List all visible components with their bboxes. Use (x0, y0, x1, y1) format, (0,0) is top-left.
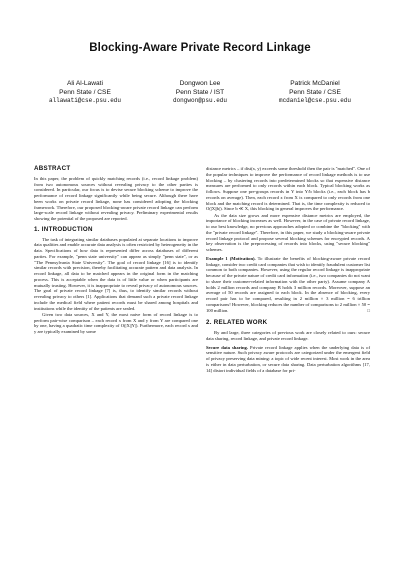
intro-paragraph-3: distance metrics – if dist(x, y) exceeds some threshold then the pair is "matched". One of the popular techniques to improve the performance of record linkage methods is to use blocking – by clustering records into predetermined blocks so that expensive distance measures are performed to only records within each block. Typical blocking works as follows. Suppose one pre-groups records in Y into Y/b blocks (i.e., each block has b records on average). Then, each record x from X is compared to only records from one block and the matching record is determined. That is, the time complexity is reduced to O(|X||b|). Since b ≪ X, this blocking in general improves the performance. (206, 166, 370, 212)
end-of-example-mark: □ (367, 307, 370, 313)
secure-text: Private record linkage applies when the underlying data is of sensitive nature. Such privacy aware protocols are categorized under the emergent field of privacy preserving data mining: a topic of wide recent interest. Most work in the area is either in data perturbation, or secure data sharing. Data perturbation algorithms [17, 14] distort individual fields of a database for pri- (206, 344, 370, 373)
author-name: Dongwon Lee (179, 80, 221, 87)
author-name: Ali Al-Lawati (67, 80, 103, 87)
author-2 (145, 80, 255, 106)
example-text: To illustrate the benefits of blocking-aware private record linkage, consider two credit card companies that wish to identify fraudulent customer list common to both companies. However, using the regular record linkage is inappropriate because of the private nature of credit card information (i.e., two companies do not want to share their customer-related information with the other party). Assume company A holds 2 million records and company B holds 3 million records. Moreover, suppose an average of 50 records are assigned to each block. In the absence of blocking, every record pair has to be compared, resulting in 2 million × 3 million = 6 trillion comparisons! However, blocking reduces the number of comparisons to 2 million × 50 = 100 million. (206, 255, 370, 313)
author-affiliation: Penn State / IST (175, 88, 225, 96)
right-column (206, 166, 370, 374)
left-column (34, 166, 198, 335)
related-work-heading: 2. RELATED WORK (206, 319, 268, 327)
intro-paragraph-2: Given two data sources, X and Y, the most naive form of record linkage is to perform pair-wise comparison – each record x from X and y from Y are compared one by one, having a quadratic time complexity of O(|X||Y|). Furthermore, each record x and y are typically examined by some (34, 311, 198, 334)
author-email: dongwon@psu.edu (172, 97, 227, 105)
author-1 (30, 80, 140, 106)
intro-paragraph-4: As the data size grows and more expensive distance metrics are employed, the importance of blocking increases as well. However, in the case of private record linkage, to our best knowledge, no previous approaches adopted or combine the "blocking" with the "private record linkage". Therefore, in this paper, we study a blocking-aware private record linkage protocol and propose several blocking schemes for encrypted records. A key observation is the preprocessing of records into blocks, using "secure blocking" schemes. (206, 212, 370, 252)
abstract-text: In this paper, the problem of quickly matching records (i.e., record linkage problem) from two autonomous sources without revealing privacy to the other parties is considered. In particular, our focus is to devise secure blocking scheme to improve the performance of record linkage significantly while being secure. Although there have been works on private record linkage, none has considered adopting the blocking framework. Therefore, our proposed blocking-aware private record linkage can perform large-scale record linkage without revealing privacy. Preliminary experimental results showing the potential of the proposed are reported. (34, 175, 198, 221)
intro-paragraph-1: The task of integrating similar databases populated at separate locations to improve data qualities and enable accurate data analysis is often restricted by heterogeneity in the data. Specifications of how data is represented differ across databases of different parties. For example, "penn state university" can appear as simply "penn state", or as "The Pennsylvania State University". The goal of record linkage [16] is to identify similar records with precision, thereby facilitating accurate pattern and data analysis. In record linkage, all data to be matched appears in the original form in the matching process. This is acceptable when the data is of little value or when participants are mutually trusting. However, it is inappropriate to reveal privacy of autonomous sources. The goal of private record linkage [7] is, thus, to identify similar records without revealing privacy to others [1]. Applications that demand such a private record linkage include the medical field where patient records must be shared among hospitals and institutions while the identity of the patients are sealed. (34, 236, 198, 311)
author-email: mcdaniel@cse.psu.edu (278, 97, 351, 105)
paper-title: Blocking-Aware Private Record Linkage (89, 42, 311, 54)
example-paragraph (206, 256, 370, 314)
intro-heading: 1. INTRODUCTION (34, 225, 93, 233)
author-email: allawati@cse.psu.edu (48, 97, 121, 105)
author-affiliation: Penn State / CSE (59, 88, 111, 96)
related-paragraph-1: By and large, three categories of previous work are closely related to ours: secure data sharing, record linkage, and private record linkage. (206, 330, 370, 341)
author-affiliation: Penn State / CSE (289, 88, 341, 96)
example-label: Example 1 (Motivation). (206, 255, 256, 261)
abstract-heading: ABSTRACT (34, 165, 71, 172)
author-3 (260, 80, 370, 106)
author-block (30, 80, 370, 106)
author-name: Patrick McDaniel (290, 80, 340, 87)
secure-label: Secure data sharing. (206, 344, 248, 350)
secure-data-sharing-paragraph (206, 345, 370, 374)
